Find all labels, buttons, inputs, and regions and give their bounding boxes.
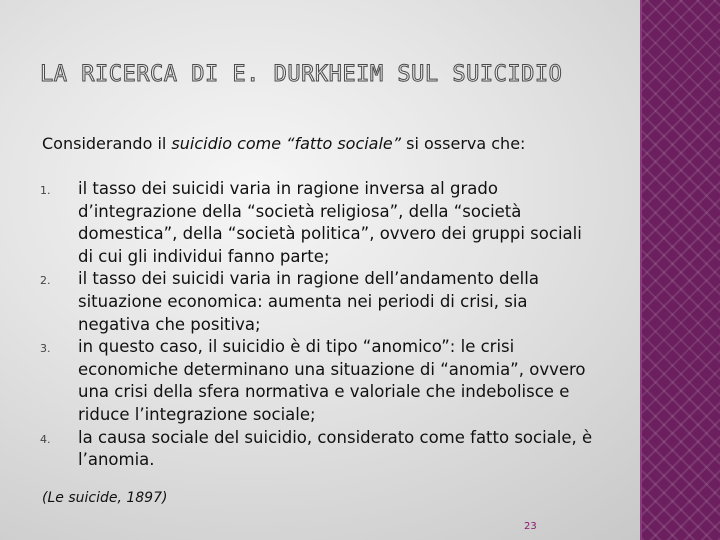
- list-item: [40, 268, 600, 336]
- list-item-text: la causa sociale del suicidio, considerato come fatto sociale, è l’anomia.: [78, 427, 593, 470]
- intro-part-1: Considerando il: [42, 134, 172, 153]
- intro-part-3: si osserva che:: [401, 134, 526, 153]
- intro-part-2: suicidio come “fatto sociale”: [171, 134, 402, 153]
- source-citation: (Le suicide, 1897): [42, 490, 168, 506]
- list-item-number: 3.: [40, 342, 51, 356]
- list-item-text: in questo caso, il suicidio è di tipo “anomico”: le crisi economiche determinano una situazione di “anomia”, ovvero una crisi della sfera normativa e valoriale che indebolisce e riduce l’integrazione sociale;: [78, 337, 586, 424]
- list-item-text: il tasso dei suicidi varia in ragione dell’andamento della situazione economica: aumenta nei periodi di crisi, sia negativa che positiva;: [78, 269, 539, 334]
- list-item-number: 4.: [40, 432, 51, 446]
- list-item: [40, 427, 600, 472]
- list-item-text: il tasso dei suicidi varia in ragione inversa al grado d’integrazione della “società religiosa”, della “società domestica”, della “società politica”, ovvero dei gruppi sociali di cui gli individui fanno parte;: [78, 179, 582, 266]
- list-item-number: 1.: [40, 184, 51, 197]
- list-item: [40, 336, 600, 426]
- findings-list: [40, 178, 600, 472]
- intro-sentence: [42, 134, 622, 153]
- slide-title: LA RICERCA DI E. DURKHEIM SUL SUICIDIO: [40, 62, 563, 87]
- page-number: 23: [524, 521, 537, 532]
- decorative-side-band: [642, 0, 720, 540]
- list-item-number: 2.: [40, 274, 51, 288]
- list-item: [40, 178, 600, 268]
